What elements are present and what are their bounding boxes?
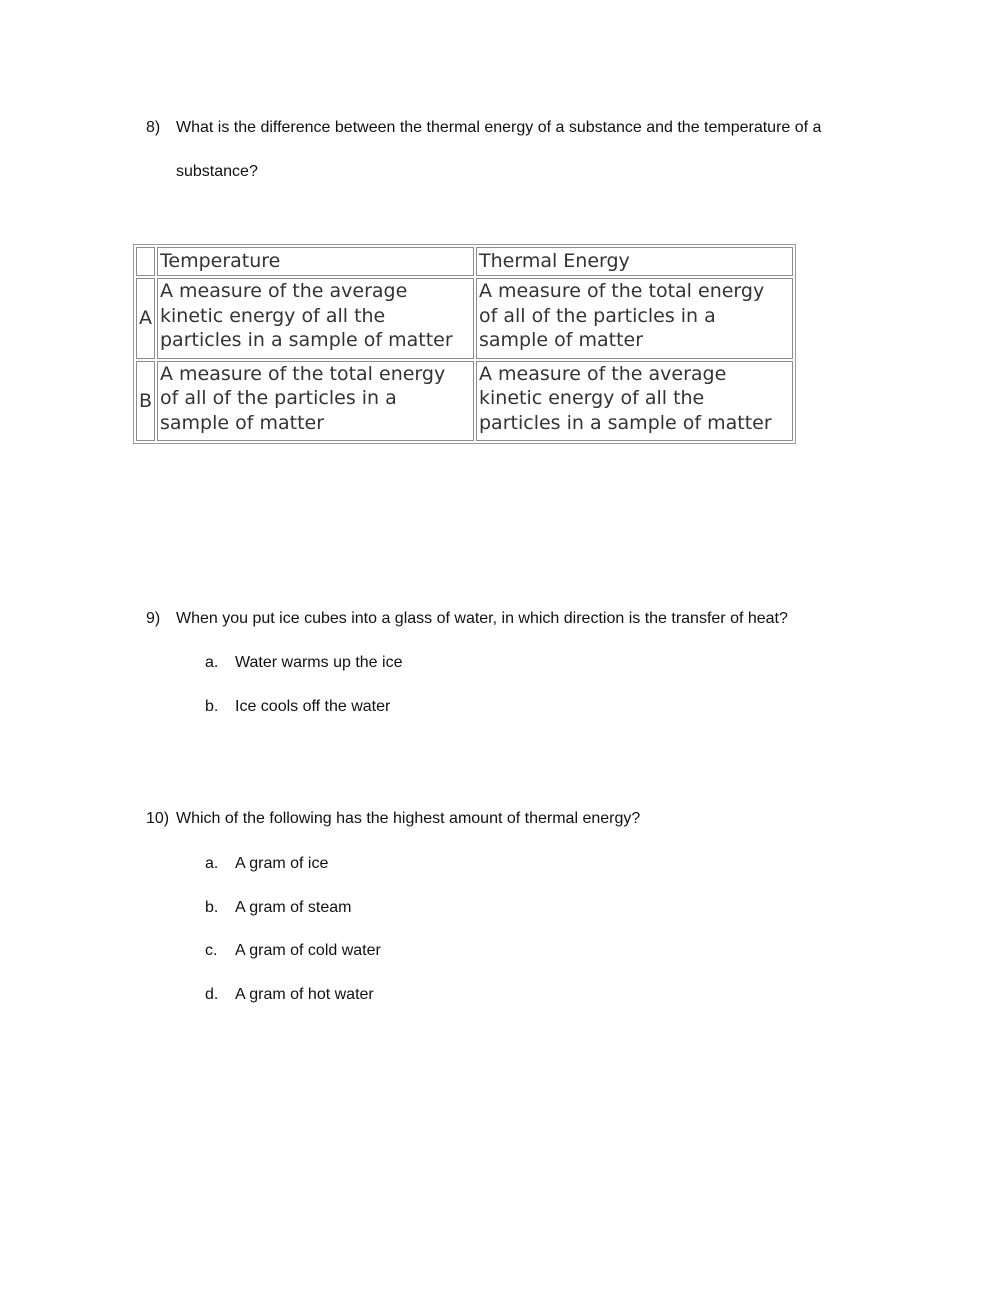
question-8-number: 8): [146, 119, 161, 136]
row-a-thermal-cell: [476, 278, 793, 359]
q9-option-b-letter: b.: [205, 698, 219, 715]
comparison-table-grid: [134, 245, 795, 443]
question-8-text-line2: substance?: [176, 163, 258, 180]
cell-line: A measure of the average: [479, 362, 727, 385]
question-9-text: When you put ice cubes into a glass of water, in which direction is the transfer of heat?: [176, 610, 788, 627]
cell-line: of all of the particles in a: [479, 304, 716, 327]
table-row: [136, 361, 793, 442]
q9-option-b-text: Ice cools off the water: [235, 698, 391, 715]
row-label-b: B: [136, 361, 155, 442]
question-10-number: 10): [146, 810, 170, 827]
q9-option-a-letter: a.: [205, 654, 219, 671]
comparison-table: [133, 244, 796, 444]
q10-option-b-letter: b.: [205, 899, 219, 916]
question-9-number: 9): [146, 610, 161, 627]
q10-option-a-letter: a.: [205, 855, 219, 872]
q10-option-b-text: A gram of steam: [235, 899, 352, 916]
cell-line: particles in a sample of matter: [160, 329, 453, 351]
table-header-thermal-energy: Thermal Energy: [476, 247, 793, 276]
cell-line: sample of matter: [479, 329, 644, 351]
table-header-blank: [136, 247, 155, 276]
row-b-thermal-cell: [476, 361, 793, 442]
question-8-text-line1: What is the difference between the thermal energy of a substance and the temperature of a: [176, 119, 822, 136]
q10-option-d-letter: d.: [205, 986, 219, 1003]
question-10-text: Which of the following has the highest amount of thermal energy?: [176, 810, 641, 827]
q10-option-d-text: A gram of hot water: [235, 986, 374, 1003]
q10-option-a-text: A gram of ice: [235, 855, 329, 872]
cell-line: A measure of the total energy: [479, 280, 765, 302]
q10-option-c-letter: c.: [205, 942, 218, 959]
table-header-temperature: Temperature: [157, 247, 474, 276]
cell-line: A measure of the total energy: [160, 362, 446, 385]
cell-line: of all of the particles in a: [160, 387, 397, 409]
q10-option-c-text: A gram of cold water: [235, 942, 381, 959]
q9-option-a-text: Water warms up the ice: [235, 654, 403, 671]
cell-line: particles in a sample of matter: [479, 411, 772, 434]
table-header-row: [136, 247, 793, 276]
cell-line: sample of matter: [160, 411, 325, 434]
cell-line: A measure of the average: [160, 280, 408, 302]
row-b-temperature-cell: [157, 361, 474, 442]
cell-line: kinetic energy of all the: [479, 387, 705, 409]
row-a-temperature-cell: [157, 278, 474, 359]
cell-line: kinetic energy of all the: [160, 304, 386, 327]
table-row: [136, 278, 793, 359]
row-label-a: A: [136, 278, 155, 359]
